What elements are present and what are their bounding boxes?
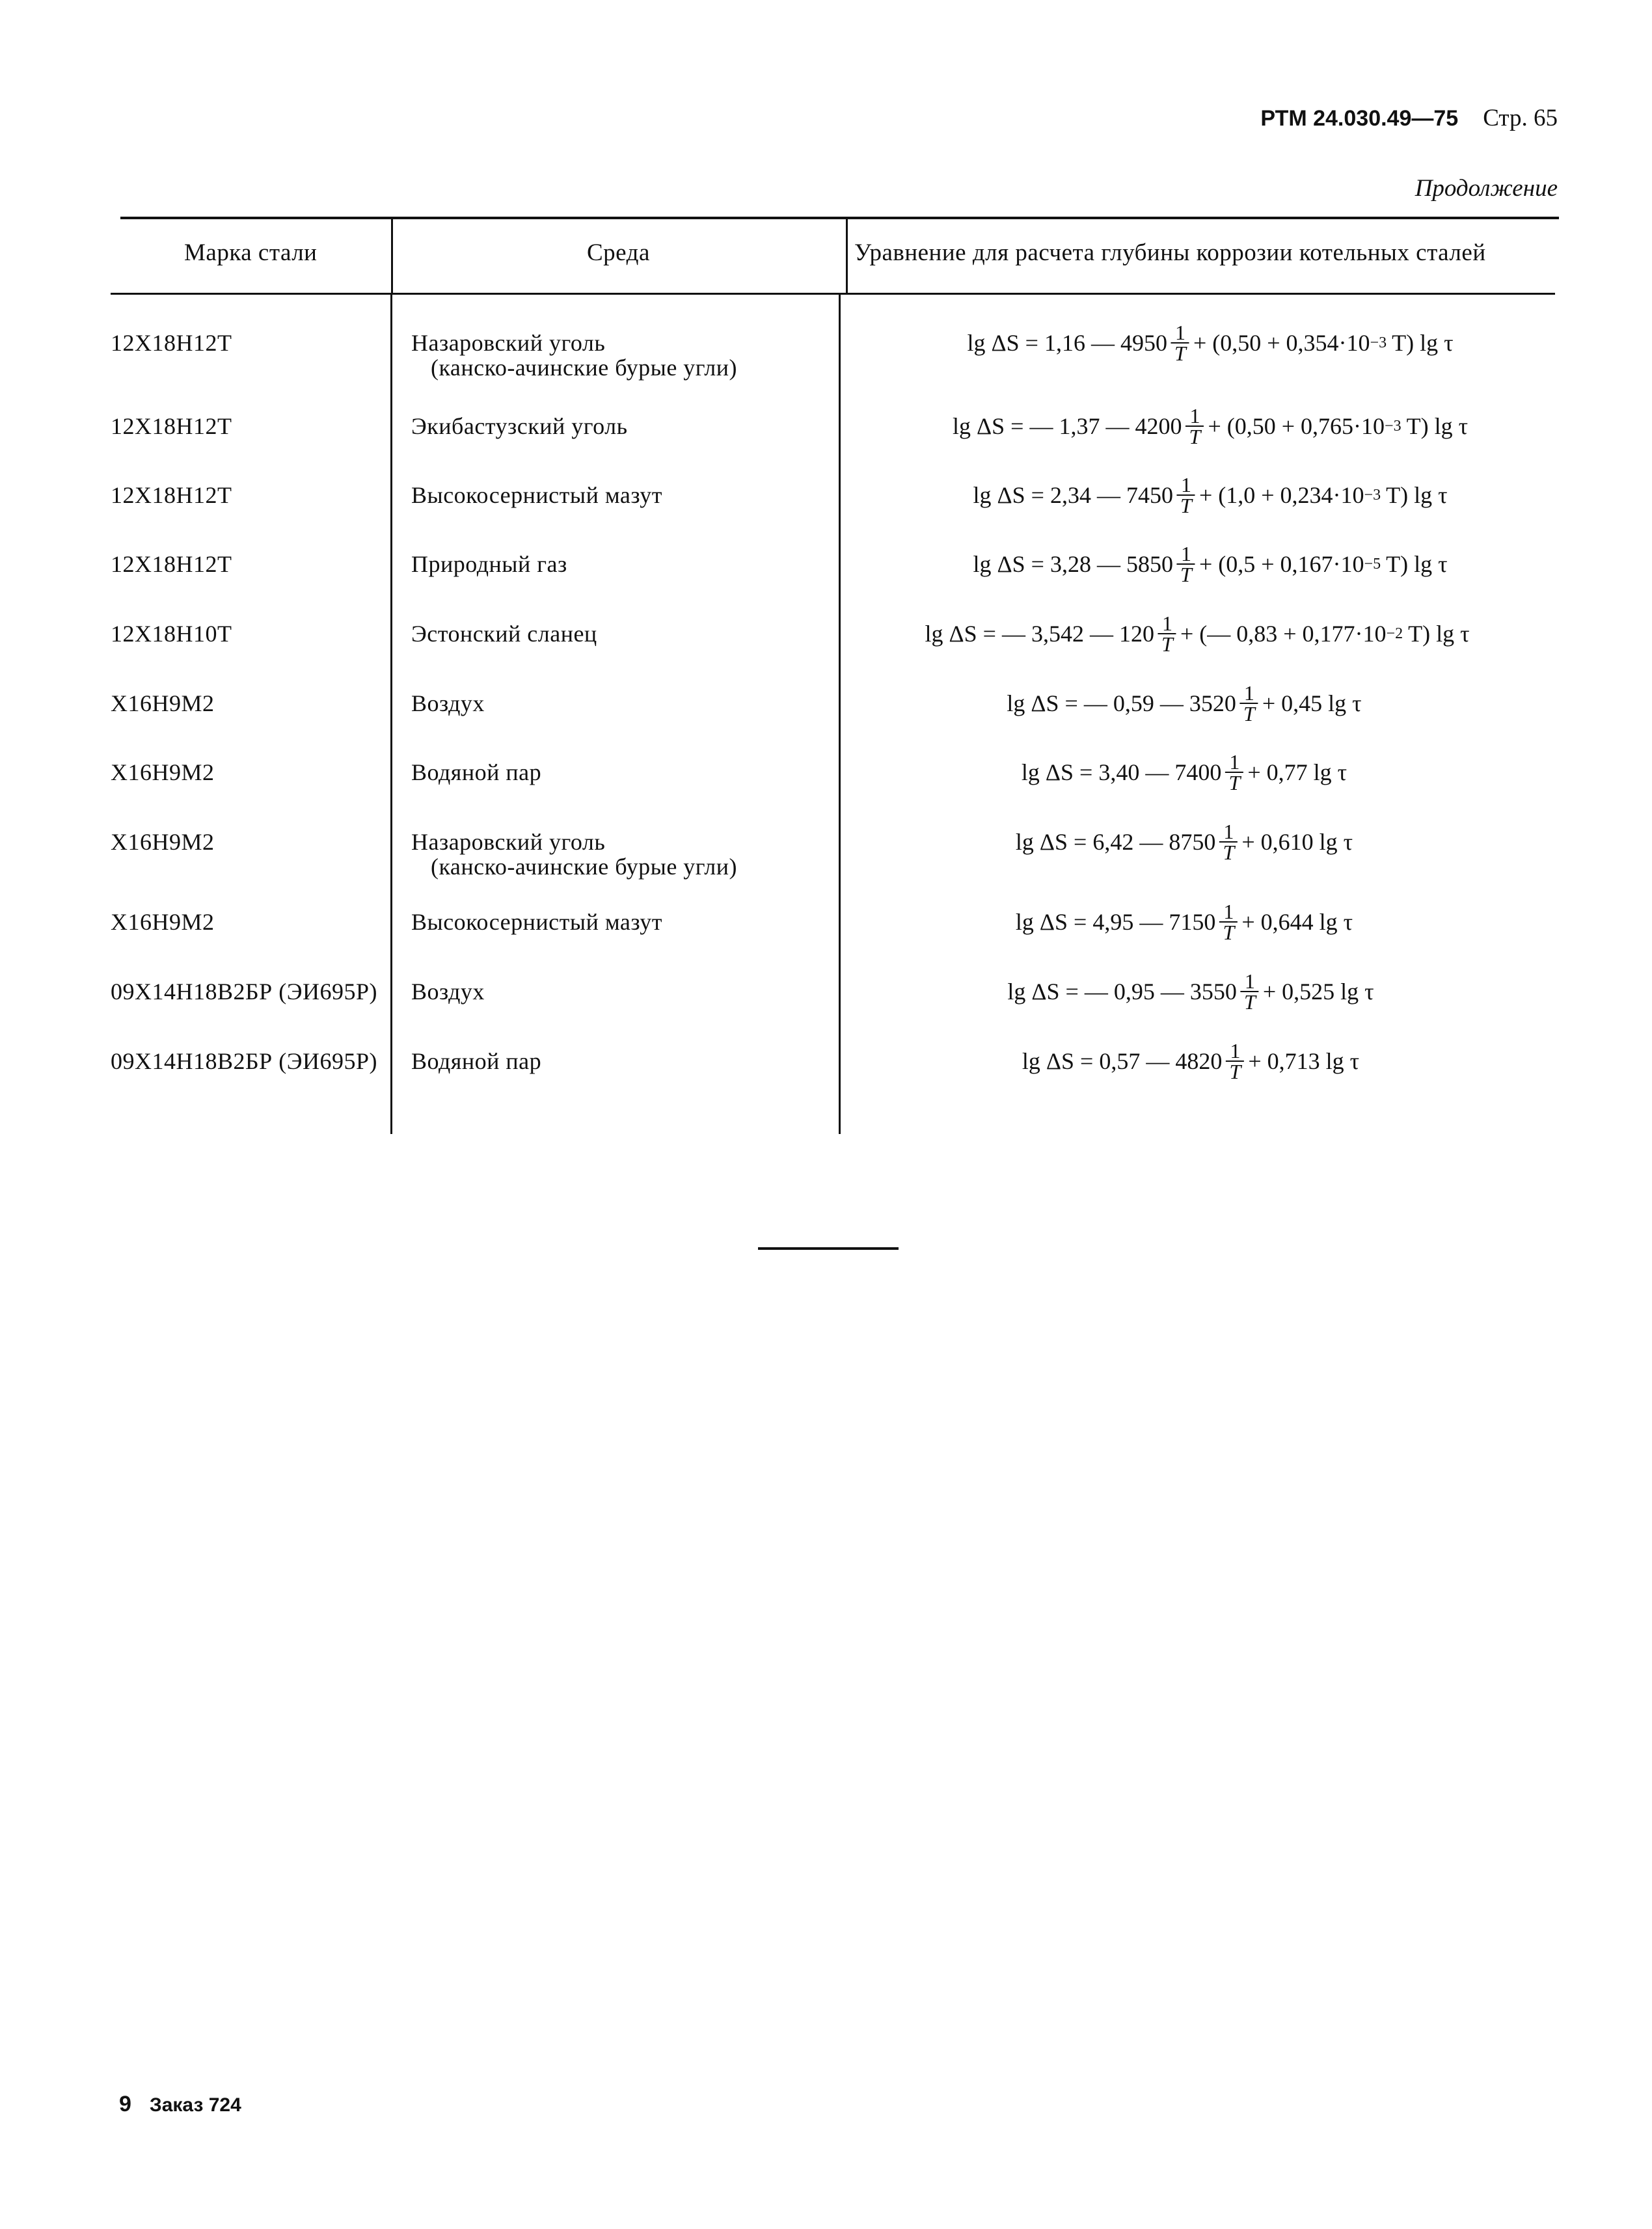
medium-subtitle: (канско-ачинские бурые угли): [431, 355, 737, 381]
equation-right: + 0,77 lg τ: [1247, 759, 1347, 785]
equation-left: lg ΔS = 4,95 — 7150: [1015, 909, 1216, 935]
table-cell-equation: [925, 614, 1469, 654]
column-divider-1-body: [390, 295, 392, 1134]
table-cell-grade: Х16Н9М2: [111, 909, 215, 935]
fraction-numerator: 1: [1185, 406, 1204, 427]
medium-name: Экибастузский уголь: [411, 413, 628, 439]
medium-name: Высокосернистый мазут: [411, 909, 663, 935]
fraction-one-over-t: [1219, 822, 1238, 862]
end-rule: [758, 1247, 899, 1250]
fraction-denominator: T: [1189, 425, 1201, 448]
column-divider-2: [846, 219, 848, 293]
continuation-label: Продолжение: [1415, 175, 1558, 202]
fraction-one-over-t: [1219, 902, 1238, 942]
medium-name: Назаровский уголь: [411, 330, 606, 356]
table-cell-medium: [411, 830, 737, 879]
table-cell-grade: 09Х14Н18В2БР (ЭИ695Р): [111, 979, 377, 1005]
fraction-denominator: T: [1229, 1060, 1241, 1083]
equation-exponent: −3: [1370, 334, 1387, 351]
equation-tail: T) lg τ: [1408, 621, 1470, 647]
table-top-rule: [120, 217, 1559, 219]
fraction-one-over-t: [1171, 323, 1189, 363]
fraction-denominator: T: [1243, 702, 1255, 725]
page-footer: [119, 2092, 241, 2117]
table-cell-equation: [967, 323, 1453, 363]
table-cell-medium: [411, 1049, 541, 1074]
table-cell-medium: [411, 414, 628, 439]
table-cell-grade: Х16Н9М2: [111, 829, 215, 855]
fraction-denominator: T: [1223, 841, 1235, 864]
table-cell-grade: Х16Н9М2: [111, 690, 215, 716]
medium-name: Водяной пар: [411, 1048, 542, 1074]
fraction-one-over-t: [1240, 683, 1258, 723]
equation-left: lg ΔS = — 0,95 — 3550: [1007, 979, 1237, 1005]
column-divider-2-body: [839, 295, 841, 1134]
fraction-one-over-t: [1226, 1041, 1244, 1081]
fraction-denominator: T: [1180, 494, 1192, 517]
medium-name: Водяной пар: [411, 759, 542, 785]
fraction-numerator: 1: [1177, 544, 1195, 565]
table-cell-medium: [411, 910, 662, 934]
equation-left: lg ΔS = — 1,37 — 4200: [952, 413, 1182, 439]
equation-right: + (0,5 + 0,167·10: [1198, 551, 1364, 577]
equation-tail: T) lg τ: [1406, 413, 1469, 439]
table-cell-equation: [973, 475, 1447, 515]
equation-right: + 0,644 lg τ: [1241, 909, 1353, 935]
table-cell-grade: Х16Н9М2: [111, 759, 215, 785]
medium-name: Высокосернистый мазут: [411, 482, 663, 508]
equation-right: + 0,610 lg τ: [1241, 829, 1353, 855]
table-cell-grade: 12Х18Н12Т: [111, 482, 232, 508]
fraction-numerator: 1: [1241, 971, 1259, 992]
fraction-numerator: 1: [1226, 1041, 1244, 1062]
table-cell-equation: [953, 406, 1468, 446]
fraction-denominator: T: [1228, 771, 1241, 794]
medium-name: Природный газ: [411, 551, 567, 577]
equation-right: + (1,0 + 0,234·10: [1198, 482, 1364, 508]
medium-name: Назаровский уголь: [411, 829, 606, 855]
fraction-one-over-t: [1185, 406, 1204, 446]
fraction-one-over-t: [1158, 614, 1176, 654]
column-header-equation: Уравнение для расчета глубины коррозии котельных сталей: [854, 239, 1486, 266]
footer-order: Заказ 724: [149, 2094, 241, 2116]
equation-left: lg ΔS = 3,28 — 5850: [973, 551, 1173, 577]
fraction-numerator: 1: [1171, 323, 1189, 344]
equation-left: lg ΔS = 1,16 — 4950: [967, 330, 1167, 356]
page-header: [1260, 104, 1558, 132]
medium-name: Воздух: [411, 690, 485, 716]
fraction-one-over-t: [1177, 544, 1195, 584]
medium-name: Воздух: [411, 979, 485, 1005]
fraction-one-over-t: [1225, 752, 1243, 792]
fraction-denominator: T: [1223, 921, 1235, 944]
fraction-denominator: T: [1161, 632, 1173, 656]
table-cell-grade: 09Х14Н18В2БР (ЭИ695Р): [111, 1048, 377, 1074]
fraction-denominator: T: [1180, 563, 1192, 586]
equation-exponent: −2: [1386, 625, 1403, 642]
equation-left: lg ΔS = 0,57 — 4820: [1022, 1048, 1223, 1074]
fraction-one-over-t: [1241, 971, 1259, 1012]
table-cell-equation: [1022, 752, 1347, 792]
equation-right: + 0,45 lg τ: [1262, 690, 1362, 716]
column-header-medium: Среда: [587, 239, 650, 266]
equation-left: lg ΔS = — 3,542 — 120: [925, 621, 1154, 647]
page-number-label: Стр. 65: [1483, 105, 1558, 131]
table-cell-equation: [1007, 971, 1374, 1012]
fraction-denominator: T: [1243, 990, 1256, 1014]
footer-page-number: 9: [119, 2092, 131, 2116]
equation-exponent: −3: [1385, 417, 1401, 435]
fraction-numerator: 1: [1219, 822, 1238, 843]
fraction-one-over-t: [1177, 475, 1195, 515]
table-cell-equation: [973, 544, 1447, 584]
document-code: РТМ 24.030.49—75: [1260, 106, 1459, 131]
table-cell-equation: [1007, 683, 1361, 723]
fraction-numerator: 1: [1219, 902, 1238, 923]
equation-right: + 0,525 lg τ: [1262, 979, 1374, 1005]
table-cell-medium: [411, 760, 541, 785]
fraction-denominator: T: [1174, 342, 1186, 365]
equation-tail: T) lg τ: [1386, 551, 1448, 577]
fraction-numerator: 1: [1177, 475, 1195, 496]
fraction-numerator: 1: [1225, 752, 1243, 773]
equation-tail: T) lg τ: [1392, 330, 1454, 356]
column-header-grade: Марка стали: [184, 239, 318, 266]
equation-left: lg ΔS = — 0,59 — 3520: [1007, 690, 1236, 716]
table-cell-grade: 12Х18Н12Т: [111, 330, 232, 356]
equation-right: + (— 0,83 + 0,177·10: [1180, 621, 1387, 647]
table-cell-medium: [411, 552, 567, 576]
medium-subtitle: (канско-ачинские бурые угли): [431, 854, 737, 880]
equation-right: + 0,713 lg τ: [1248, 1048, 1360, 1074]
equation-exponent: −3: [1364, 486, 1381, 504]
table-cell-equation: [1022, 1041, 1359, 1081]
fraction-numerator: 1: [1240, 683, 1258, 704]
equation-right: + (0,50 + 0,765·10: [1208, 413, 1385, 439]
table-header-rule: [111, 293, 1555, 295]
table-cell-medium: [411, 331, 737, 380]
table-cell-equation: [1016, 822, 1353, 862]
table-cell-grade: 12Х18Н12Т: [111, 413, 232, 439]
equation-exponent: −5: [1364, 555, 1381, 573]
table-cell-grade: 12Х18Н10Т: [111, 621, 232, 647]
table-cell-grade: 12Х18Н12Т: [111, 551, 232, 577]
table-cell-medium: [411, 483, 662, 507]
fraction-numerator: 1: [1158, 614, 1176, 634]
equation-left: lg ΔS = 6,42 — 8750: [1015, 829, 1216, 855]
table-cell-medium: [411, 691, 485, 716]
equation-left: lg ΔS = 3,40 — 7400: [1021, 759, 1222, 785]
equation-tail: T) lg τ: [1386, 482, 1448, 508]
table-cell-medium: [411, 621, 597, 646]
equation-left: lg ΔS = 2,34 — 7450: [973, 482, 1173, 508]
medium-name: Эстонский сланец: [411, 621, 597, 647]
table-cell-medium: [411, 979, 485, 1004]
table-cell-equation: [1016, 902, 1353, 942]
column-divider-1: [391, 219, 393, 293]
equation-right: + (0,50 + 0,354·10: [1193, 330, 1370, 356]
